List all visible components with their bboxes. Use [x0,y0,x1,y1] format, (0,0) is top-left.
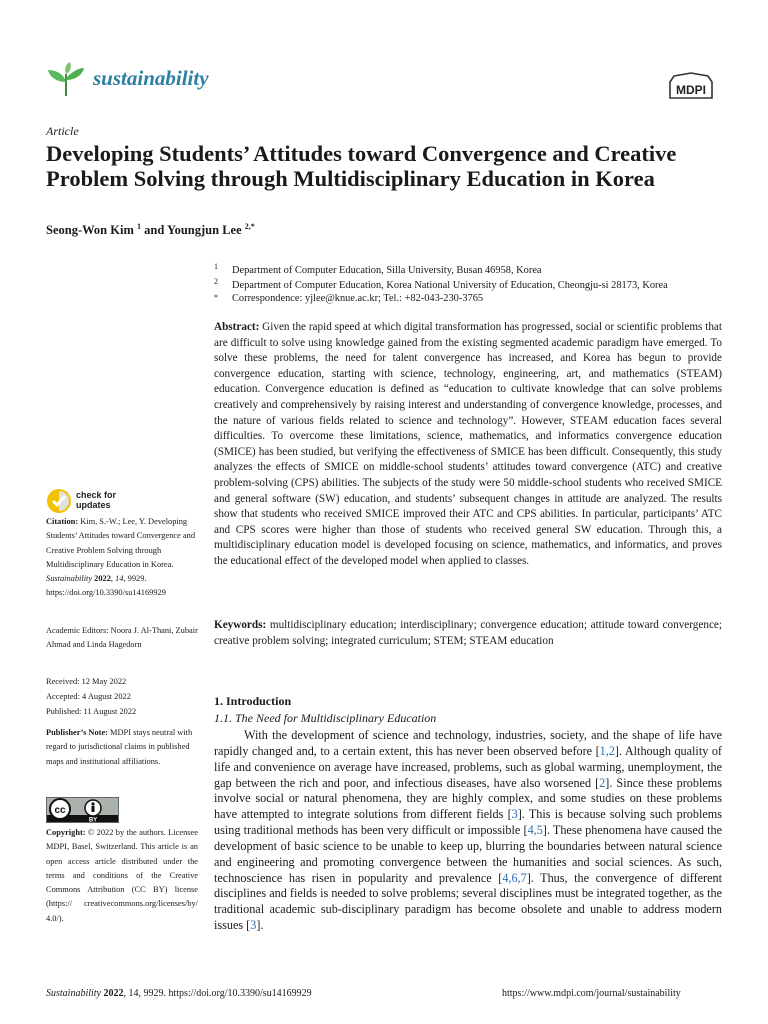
footer-year: 2022 [103,988,124,999]
article-title: Developing Students’ Attitudes toward Convergence and Creative Problem Solving through Multidisciplinary Education in Korea [46,141,677,191]
publisher-note-label: Publisher’s Note: [46,728,108,737]
body-text: With the development of science and technology, industries, society, and the shape of life have rapidly changed and, to a certain extent, this has never been observed before [ [214,728,722,758]
author-name: Youngjun Lee [166,223,242,238]
footer-doi[interactable]: , 14, 9929. https://doi.org/10.3390/su14169929 [123,988,312,999]
citation-label: Citation: [46,517,79,526]
citation-journal: Sustainability [46,574,93,584]
publisher-note [46,726,198,769]
body-text: ]. Although quality of life and convenience on average have increased, problems, such as global warming, unemployment, the gap between the rich and poor, and infectious diseases, have also worsened [ [214,743,722,790]
author-affiliation-mark: 1 [137,222,141,231]
body-text: ]. Since these problems involve social or natural phenomena, they are highly complex, and some studies on these problems have attempted to integrate solutions from different fields [ [214,775,722,822]
affiliation-mark: 2 [214,277,218,286]
keywords-label: Keywords: [214,619,267,631]
accepted-date: Accepted: 4 August 2022 [46,692,131,701]
citation-link[interactable]: 1,2 [599,743,615,758]
mdpi-logo-text: MDPI [676,83,706,97]
section-heading: 1. Introduction [214,694,292,708]
article-type: Article [46,124,79,138]
journal-name: sustainability [93,66,209,90]
published-date: Published: 11 August 2022 [46,707,137,716]
introduction-paragraph [214,728,722,934]
author-affiliation-mark: 2,* [244,222,255,231]
body-text: ]. Thus, the convergence of different disciplines and fields is needed to solve problems; several disciplines must be integrated together, as the traditional academic sub-disciplinary paradigm has become obsolete and unable to address modern issues [ [214,870,722,933]
check-updates-line1: check for [76,490,117,500]
keywords-text: multidisciplinary education; interdisciplinary; convergence education; attitude toward convergence; creative problem solving; integrated curriculum; STEM; STEAM education [214,619,722,647]
footer-journal-url[interactable]: https://www.mdpi.com/journal/sustainability [502,988,681,999]
author-name: Seong-Won Kim [46,223,134,238]
check-updates-icon [46,488,72,514]
sustainability-leaf-logo [46,62,86,98]
copyright-label: Copyright: [46,828,86,837]
citation-doi-link[interactable]: https://doi.org/10.3390/su14169929 [46,588,166,598]
footer-citation [46,988,312,999]
cc-by-license-badge[interactable] [46,797,119,823]
received-date: Received: 12 May 2022 [46,677,127,686]
check-updates-label [76,490,116,510]
check-for-updates-button[interactable] [46,488,156,516]
svg-text:cc: cc [54,805,66,816]
body-text: ]. [256,918,264,933]
cc-badge-label: BY [88,817,98,823]
publisher-note-text: MDPI stays neutral with regard to jurisdictional claims in published maps and institutional affiliations. [46,728,193,766]
subsection-heading: 1.1. The Need for Multidisciplinary Education [214,711,437,725]
citation-volume: 14 [115,574,124,584]
mdpi-logo [666,72,716,100]
copyright-notice [46,826,198,926]
body-text: ]. This is because solving such problems using traditional methods has been very difficult or impossible [ [214,807,722,838]
affiliation-mark: 1 [214,262,218,271]
footer-journal: Sustainability [46,988,101,999]
keywords [214,618,722,649]
abstract-text: Given the rapid speed at which digital transformation has progressed, social or scientific problems that are difficult to solve using knowledge gained from the existing segmented academic paradigm have emerged. To solve these problems, the need for talent convergence has increased, and Korea has begun to provide convergence education, starting with science, technology, engineering, art, and mathematics (STEAM) education. Convergence education is defined as “education to cultivate knowledge that can solve problems creatively and comprehensively by raising interest and understanding of convergence knowledge, processes, and the nature of various fields related to science and technology”. However, STEAM education faces several difficulties. To overcome these limitations, science, mathematics, and informatics convergence education (SMICE) has been studied, but verifying the effectiveness of SMICE has been difficult. Consequently, this study analyzes the effects of SMICE on middle-school students’ attitudes toward convergence (ATC) and creative problem-solving (CPS) abilities. The subjects of the study were 50 middle-school students who received SMICE and general software (SW) education, and students’ subsequent changes in attitude are analyzed. The results show that students who received SMICE improved their ATC and CPS abilities. In particular, participants’ ATC and CPS scores were higher than those of students who received general SW education. Through this, a multidisciplinary education model is developed focusing on science, mathematics, and informatics, and proves the educational effect of the developed model when applied to classes. [214,321,722,567]
citation-link[interactable]: 3 [511,807,518,822]
academic-editors: Academic Editors: Noora J. Al-Thani, Zubair Ahmad and Linda Hagedorn [46,626,198,650]
correspondence-text[interactable]: Correspondence: yjlee@knue.ac.kr; Tel.: +82-043-230-3765 [232,293,484,304]
citation-link[interactable]: 4,5 [527,823,543,838]
body-text: ]. These phenomena have caused the development of basic science to be unable to keep up, blurring the boundaries between natural science and engineering and promoting convergence between the humanities and social sciences. As such, technoscience has risen in popularity and prevalence [ [214,823,723,885]
author-connector: and [141,223,167,238]
correspondence-mark: * [214,293,218,302]
affiliation-text: Department of Computer Education, Silla University, Busan 46958, Korea [232,265,542,276]
citation-link[interactable]: 4,6,7 [502,870,527,885]
citation-link[interactable]: 2 [599,775,606,790]
abstract-label: Abstract: [214,321,260,333]
citation-pages: , 9929. [123,574,147,584]
author-list [46,222,255,238]
affiliation-text: Department of Computer Education, Korea National University of Education, Cheongju-si 28173, Korea [232,280,668,291]
citation-link[interactable]: 3 [250,918,257,933]
citation-text: Kim, S.-W.; Lee, Y. Developing Students’ Attitudes toward Convergence and Creative Problem Solving through Multidisciplinary Education in Korea. [46,517,196,569]
copyright-text: © 2022 by the authors. Licensee MDPI, Basel, Switzerland. This article is an open access article distributed under the terms and conditions of the Creative Commons Attribution (CC BY) license (https:// creativecommons.org/licenses/by/ 4.0/). [46,828,198,923]
check-updates-line2: updates [76,500,111,510]
abstract [214,320,722,570]
citation-year: 2022 [94,574,111,584]
citation: Citation: Kim, S.-W.; Lee, Y. Developing Students’ Attitudes toward Convergence and Creative Problem Solving through Multidisciplinary Education in Korea. Sustainability 2022, 14, 9929. https://doi.org/10.3390/su14169929 [46,517,196,598]
